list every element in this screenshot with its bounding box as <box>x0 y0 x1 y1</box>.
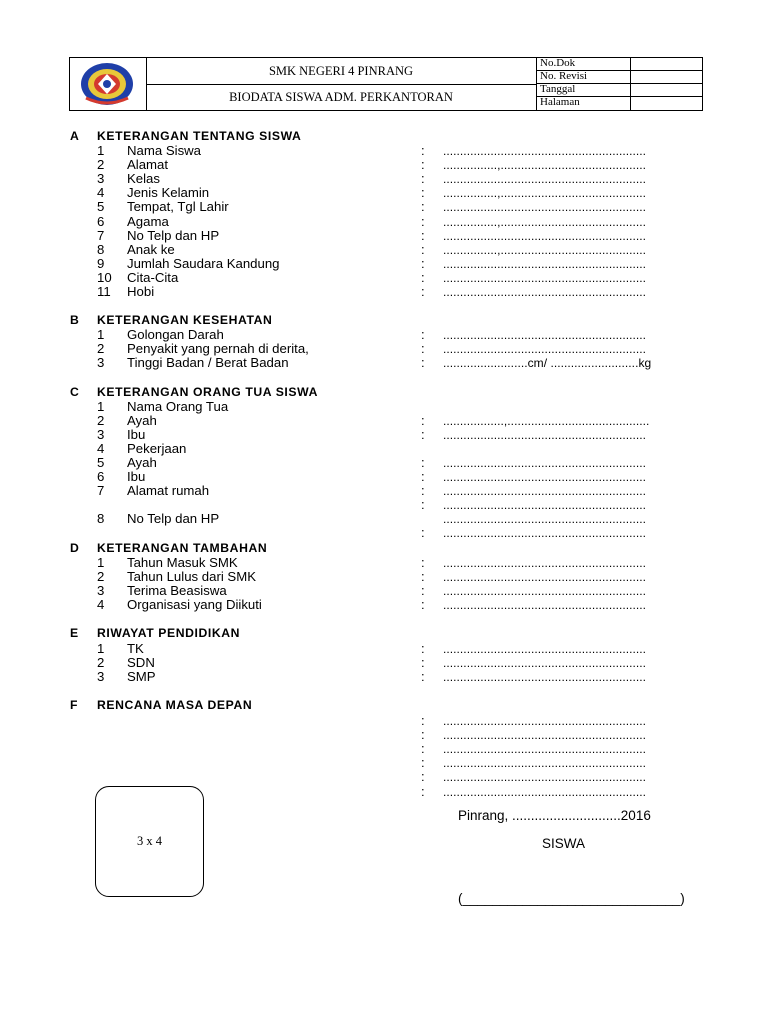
section-a-title: KETERANGAN TENTANG SISWA <box>97 129 302 143</box>
field-colon: : <box>421 327 425 342</box>
field-fill-line: ............................................................ <box>443 144 647 158</box>
field-label: TK <box>127 641 144 656</box>
meta-no-dok: No.Dok <box>540 57 576 69</box>
field-colon: : <box>421 597 425 613</box>
item-number: 3 <box>97 355 105 370</box>
section-c-letter: C <box>70 385 80 399</box>
field-fill-line: ............................................................ <box>443 526 647 540</box>
field-label: Pekerjaan <box>127 441 187 456</box>
field-colon: : <box>421 255 425 271</box>
item-number: 7 <box>97 227 105 243</box>
field-colon: : <box>421 569 425 585</box>
field-fill-line: ............................................................ <box>443 328 647 342</box>
field-label: Nama Orang Tua <box>127 399 229 414</box>
field-colon: : <box>421 655 425 671</box>
field-colon: : <box>421 641 425 656</box>
field-colon: : <box>421 583 425 599</box>
field-colon: : <box>421 555 425 570</box>
field-fill-line: ............................................................ <box>443 172 647 187</box>
field-label: Cita-Cita <box>127 269 179 285</box>
field-fill-line: ............................................................ <box>443 570 647 585</box>
photo-box <box>95 786 204 897</box>
field-fill-line: ............................................................ <box>443 584 647 599</box>
section-d-letter: D <box>70 541 80 555</box>
item-number: 4 <box>97 597 105 613</box>
field-fill-line: ................,........................................... <box>443 242 647 257</box>
field-colon: : <box>421 213 425 229</box>
field-fill-line: ............................................................ <box>443 642 647 656</box>
field-colon: : <box>421 727 425 743</box>
field-fill-line: ............................................................ <box>443 256 647 271</box>
field-fill-line: ............................................................ <box>443 598 647 613</box>
school-name: SMK NEGERI 4 PINRANG <box>146 58 536 85</box>
section-f-title: RENCANA MASA DEPAN <box>97 698 253 712</box>
field-colon: : <box>421 355 425 370</box>
photo-size-label: 3 x 4 <box>137 834 162 848</box>
field-fill-line: ............................................................ <box>443 470 647 484</box>
field-label: Ayah <box>127 455 157 470</box>
field-colon: : <box>421 741 425 757</box>
field-label: No Telp dan HP <box>127 511 220 526</box>
item-number: 5 <box>97 455 105 470</box>
field-fill-line: ............................................................ <box>443 270 647 285</box>
item-number: 1 <box>97 555 105 570</box>
item-number: 6 <box>97 213 105 229</box>
item-number: 5 <box>97 199 105 215</box>
section-f-letter: F <box>70 698 79 712</box>
field-fill-line: ............................................................ <box>443 456 647 470</box>
field-fill-line: ............................................................ <box>443 556 647 570</box>
field-colon: : <box>421 341 425 356</box>
item-number: 2 <box>97 157 105 173</box>
field-fill-line: ................,........................................... <box>443 214 647 229</box>
field-colon: : <box>421 483 425 498</box>
item-number: 7 <box>97 483 105 498</box>
item-number: 4 <box>97 441 105 456</box>
document-header <box>69 57 703 111</box>
field-label: Jenis Kelamin <box>127 185 210 201</box>
field-label: Organisasi yang Diikuti <box>127 597 262 613</box>
field-colon: : <box>421 525 425 540</box>
signature-line: (_____________________________) <box>458 891 685 906</box>
field-fill-line: ................,........................................... <box>443 158 647 173</box>
field-fill-line: ............................................................ <box>443 200 647 215</box>
item-number: 3 <box>97 427 105 442</box>
field-fill-line: ............................................................ <box>443 342 647 356</box>
signature-role: SISWA <box>542 836 586 851</box>
field-fill-line: ............................................................ <box>443 228 647 243</box>
field-colon: : <box>421 269 425 285</box>
field-colon: : <box>421 284 425 299</box>
field-fill-line: ............................................................ <box>443 756 647 771</box>
document-meta <box>536 58 702 110</box>
field-colon: : <box>421 469 425 484</box>
field-fill-line: ............................................................ <box>443 498 647 512</box>
item-number: 4 <box>97 185 105 201</box>
item-number: 9 <box>97 255 105 271</box>
field-label: Golongan Darah <box>127 327 224 342</box>
item-number: 1 <box>97 143 105 158</box>
section-c-title: KETERANGAN ORANG TUA SISWA <box>97 385 318 399</box>
field-label: Agama <box>127 213 169 229</box>
field-label: Jumlah Saudara Kandung <box>127 255 280 271</box>
field-label: Ibu <box>127 469 146 484</box>
logo-cell <box>70 58 147 110</box>
field-fill-line: ............................................................ <box>443 656 647 671</box>
field-label: Tahun Lulus dari SMK <box>127 569 257 585</box>
item-number: 2 <box>97 655 105 671</box>
field-fill-line: ............................................................ <box>443 714 647 728</box>
field-colon: : <box>421 713 425 728</box>
field-label: Terima Beasiswa <box>127 583 227 599</box>
field-fill-line: .........................cm/ ..........................kg <box>443 356 652 370</box>
field-label: Kelas <box>127 171 160 187</box>
section-d-title: KETERANGAN TAMBAHAN <box>97 541 268 555</box>
item-number: 2 <box>97 341 105 356</box>
field-fill-line: ................,........................................... <box>443 186 647 201</box>
meta-tanggal: Tanggal <box>540 83 576 95</box>
field-fill-line: ............................................................ <box>443 742 647 757</box>
field-label: Tinggi Badan / Berat Badan <box>127 355 289 370</box>
form-title: BIODATA SISWA ADM. PERKANTORAN <box>229 90 453 104</box>
section-e-title: RIWAYAT PENDIDIKAN <box>97 626 241 640</box>
item-number: 3 <box>97 171 105 187</box>
item-number: 8 <box>97 241 105 257</box>
field-colon: : <box>421 427 425 442</box>
item-number: 1 <box>97 399 105 414</box>
field-label: Alamat rumah <box>127 483 210 498</box>
field-colon: : <box>421 199 425 215</box>
item-number: 11 <box>97 284 111 299</box>
field-label: Ibu <box>127 427 146 442</box>
field-fill-line: ............................................................ <box>443 670 647 685</box>
field-label: Hobi <box>127 284 155 299</box>
field-colon: : <box>421 755 425 771</box>
item-number: 2 <box>97 413 105 428</box>
item-number: 1 <box>97 641 105 656</box>
field-colon: : <box>421 455 425 470</box>
section-a-letter: A <box>70 129 80 143</box>
school-logo-icon <box>80 62 134 106</box>
meta-halaman: Halaman <box>540 96 580 108</box>
field-label: Ayah <box>127 413 157 428</box>
header-title-cell <box>146 58 537 110</box>
field-fill-line: ............................................................ <box>443 484 647 498</box>
field-fill-line: ............................................................ <box>443 784 647 799</box>
field-label: SMP <box>127 669 156 685</box>
item-number: 3 <box>97 669 105 685</box>
field-label: Tempat, Tgl Lahir <box>127 199 229 215</box>
meta-no-revisi: No. Revisi <box>540 70 588 82</box>
field-fill-line: ..................,.......................................... <box>443 414 650 428</box>
field-label: Anak ke <box>127 241 175 257</box>
item-number: 6 <box>97 469 105 484</box>
item-number: 8 <box>97 511 105 526</box>
field-colon: : <box>421 769 425 785</box>
field-colon: : <box>421 171 425 187</box>
item-number: 1 <box>97 327 105 342</box>
field-colon: : <box>421 227 425 243</box>
section-b-title: KETERANGAN KESEHATAN <box>97 313 273 327</box>
field-colon: : <box>421 783 425 799</box>
field-colon: : <box>421 497 425 512</box>
section-b-letter: B <box>70 313 80 327</box>
item-number: 10 <box>97 269 112 285</box>
signature-place-date: Pinrang, .............................2016 <box>458 808 651 823</box>
field-label: Nama Siswa <box>127 143 202 158</box>
field-colon: : <box>421 157 425 173</box>
field-fill-line: ............................................................ <box>443 728 647 743</box>
item-number: 3 <box>97 583 105 599</box>
field-fill-line: ............................................................ <box>443 428 647 442</box>
field-colon: : <box>421 143 425 158</box>
field-colon: : <box>421 669 425 685</box>
field-colon: : <box>421 185 425 201</box>
section-e-letter: E <box>70 626 79 640</box>
field-colon: : <box>421 413 425 428</box>
field-fill-line: ............................................................ <box>443 512 647 526</box>
field-label: SDN <box>127 655 155 671</box>
field-fill-line: ............................................................ <box>443 770 647 785</box>
field-label: Penyakit yang pernah di derita, <box>127 341 309 356</box>
field-label: Alamat <box>127 157 169 173</box>
field-colon: : <box>421 241 425 257</box>
item-number: 2 <box>97 569 105 585</box>
field-label: No Telp dan HP <box>127 227 220 243</box>
field-fill-line: ............................................................ <box>443 285 647 299</box>
field-label: Tahun Masuk SMK <box>127 555 238 570</box>
